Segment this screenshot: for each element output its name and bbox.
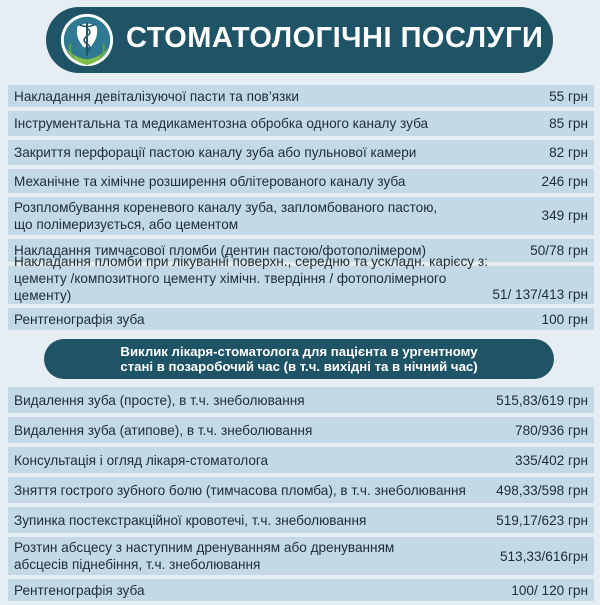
service-price: 100/ 120 грн [511, 582, 588, 598]
service-price: 51/ 137/413 грн [492, 287, 588, 302]
urgent-service-row [8, 477, 594, 503]
service-name: Накладання тимчасової пломби (дентин пастою/фотополімером) [14, 243, 426, 258]
urgent-services-list [8, 387, 594, 605]
urgent-service-row [8, 417, 594, 443]
service-name: Накладання девіталізуючої пасти та пов’язки [14, 88, 299, 104]
service-price: 515,83/619 грн [496, 392, 588, 408]
service-row [8, 254, 594, 304]
urgent-title-line: стані в позаробочий час (в т.ч. вихідні та в нічний час) [120, 359, 478, 374]
urgent-service-row [8, 507, 594, 533]
service-name: Розпломбування кореневого каналу зуба, запломбованого пастою, що полімеризується, або цементом [14, 200, 438, 232]
service-row [8, 111, 594, 136]
page-title: СТОМАТОЛОГІЧНІ ПОСЛУГИ [126, 22, 544, 54]
service-price: 246 грн [541, 173, 588, 189]
service-row [8, 197, 594, 235]
service-name: Рентгенографія зуба [14, 311, 145, 327]
urgent-service-row [8, 387, 594, 413]
urgent-title-line: Виклик лікаря-стоматолога для пацієнта в ургентному [120, 344, 478, 359]
service-price: 349 грн [541, 207, 588, 223]
service-price: 85 грн [549, 116, 588, 131]
service-price: 335/402 грн [515, 452, 588, 468]
service-name: Зупинка постекстракційної кровотечі, т.ч. знеболювання [14, 512, 367, 528]
service-name: Розтин абсцесу з наступним дренуванням або дренуванням абсцесів піднебіння, т.ч. знеболювання [14, 540, 395, 572]
urgent-section-title [44, 339, 554, 379]
service-price: 498,33/598 грн [496, 482, 588, 498]
service-price: 82 грн [549, 145, 588, 160]
service-price: 519,17/623 грн [496, 512, 588, 528]
service-price: 780/936 грн [515, 422, 588, 438]
urgent-service-row [8, 579, 594, 601]
service-name: Накладання пломби при лікуванні поверхн., середню та ускладн. карієсу з: цементу /композитного цементу хімічн. твердіння / фотополімерного цементу) [14, 254, 488, 303]
service-name: Консультація і огляд лікаря-стоматолога [14, 452, 269, 468]
service-row [8, 169, 594, 193]
urgent-service-row [8, 447, 594, 473]
service-name: Інструментальна та медикаментозна обробка одного каналу зуба [14, 116, 429, 131]
service-name: Зняття гострого зубного болю (тимчасова пломба), в т.ч. знеболювання [14, 482, 466, 498]
service-name: Видалення зуба (атипове), в т.ч. знеболювання [14, 422, 313, 438]
service-price: 100 грн [541, 311, 588, 327]
service-row [8, 85, 594, 107]
service-price: 50/78 грн [530, 243, 588, 258]
urgent-service-row [8, 537, 594, 575]
service-price: 513,33/616грн [499, 548, 588, 564]
service-name: Видалення зуба (просте), в т.ч. знеболювання [14, 392, 305, 408]
service-name: Закриття перфорації пастою каналу зуба або пульнової камери [14, 145, 417, 160]
caduceus-tooth-emblem-icon [58, 11, 116, 69]
service-price: 55 грн [549, 88, 588, 104]
service-name: Механічне та хімічне розширення облітерованого каналу зуба [14, 173, 406, 189]
service-name: Рентгенографія зуба [14, 582, 145, 598]
service-row [8, 140, 594, 165]
services-list [8, 85, 594, 334]
service-row [8, 308, 594, 330]
